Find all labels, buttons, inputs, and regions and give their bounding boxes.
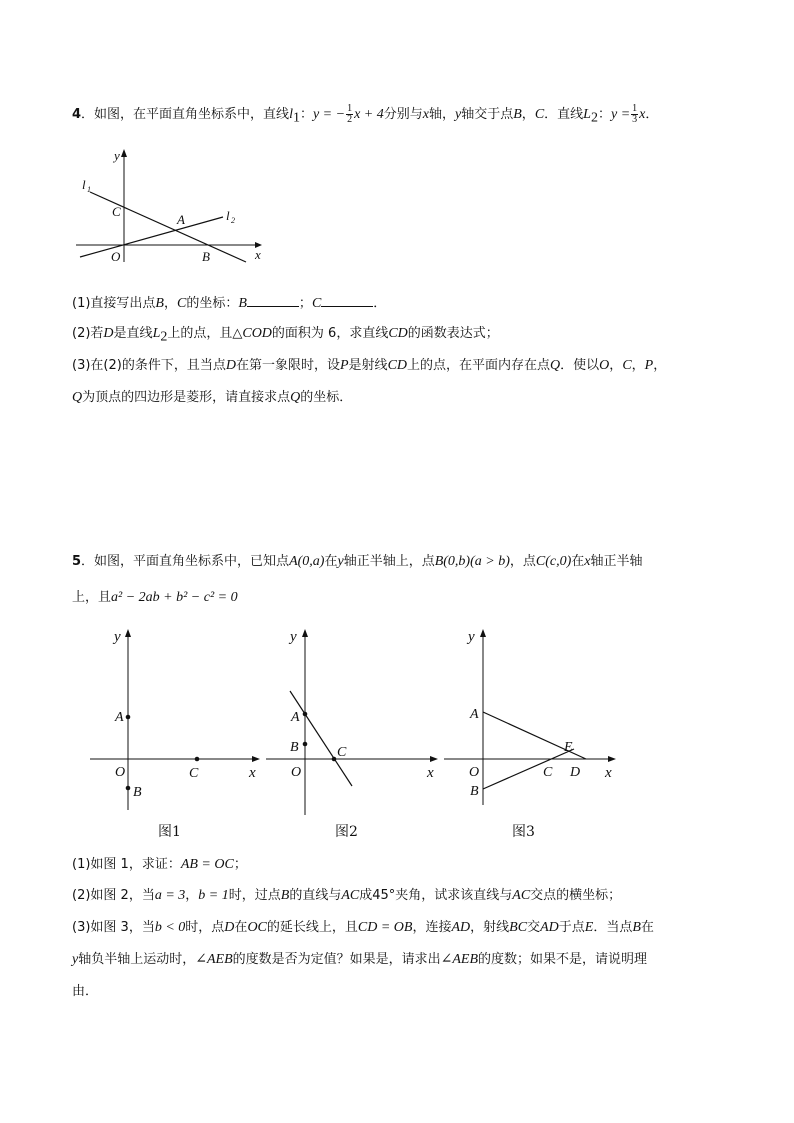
fig3-ray-BC: [483, 749, 574, 789]
q4-frac-third: $\frac{1}{3}$: [632, 103, 638, 125]
q4-part1: (1)直接写出点B，C的坐标：B ；C ．: [72, 293, 386, 314]
fig1-label-B: B: [133, 785, 142, 800]
q5-intro-line2: 上，且a² − 2ab + b² − c² = 0: [72, 590, 238, 605]
q5-part3-line2: y轴负半轴上运动时，∠AEB的度数是否为定值？如果是，请求出∠AEB的度数；如果不是，请说明理: [72, 952, 648, 967]
fig2-y-arrow: [302, 629, 308, 637]
fig3-label-A: A: [470, 707, 479, 722]
q4-label-l1: l: [82, 177, 86, 192]
q4-label-l2-sub: 2: [231, 216, 235, 225]
fig2-point-C: [332, 757, 337, 762]
fig3-label-E: E: [564, 740, 573, 755]
fig1-label-A: A: [115, 710, 124, 725]
fig1-point-C: [195, 757, 200, 762]
q4-label-O: O: [111, 249, 121, 264]
q5-figure-2: [264, 625, 444, 820]
fig2-label-B: B: [290, 740, 299, 755]
q4-label-A: A: [177, 212, 185, 227]
q5-caption-fig2: 图2: [335, 824, 358, 840]
q4-number: 4: [72, 107, 82, 122]
q5-part3-line3: 由．: [72, 984, 99, 999]
q5-figure-3: [442, 625, 622, 810]
q4-part2: (2)若D是直线$L_2$上的点，且△COD的面积为 6，求直线CD的函数表达式；: [72, 326, 499, 345]
q5-caption-fig3: 图3: [512, 824, 535, 840]
fig1-point-A: [126, 715, 131, 720]
q4-part3-line1: (3)在(2)的条件下，且当点D在第一象限时，设P是射线CD上的点，在平面内存在点Q．使以O，C，P，: [72, 358, 667, 373]
fig2-label-x: x: [427, 765, 434, 781]
q4-blank-B[interactable]: [247, 293, 299, 307]
q5-caption-fig1: 图1: [158, 824, 181, 840]
fig1-y-arrow: [125, 629, 131, 637]
q4-figure: [72, 140, 272, 270]
fig1-label-C: C: [189, 766, 199, 781]
q4-frac-half: $\frac{1}{2}$: [347, 103, 353, 125]
fig2-x-arrow: [430, 756, 438, 762]
fig3-label-O: O: [469, 765, 480, 780]
q4-blank-C[interactable]: [321, 293, 373, 307]
fig1-label-O: O: [115, 765, 126, 780]
q5-part2: (2)如图 2，当a = 3，b = 1时，过点B的直线与AC成45°夹角，试求该直线与AC交点的横坐标；: [72, 888, 622, 903]
q4-label-l2: l: [226, 208, 230, 223]
fig2-label-A: A: [291, 710, 300, 725]
fig3-label-D: D: [570, 765, 581, 780]
fig3-label-C: C: [543, 765, 553, 780]
q5-part1: (1)如图 1，求证：AB = OC；: [72, 857, 247, 872]
fig1-label-x: x: [249, 765, 256, 781]
q4-label-l1-sub: 1: [87, 185, 91, 194]
q4-y-arrow: [121, 149, 127, 157]
q5-intro-line1: 5．如图，平面直角坐标系中，已知点A(0,a)在y轴正半轴上，点B(0,b)(a > b)，点C(c,0)在x轴正半轴: [72, 554, 643, 569]
fig3-label-x: x: [605, 765, 612, 781]
q4-label-y: y: [114, 148, 120, 163]
q4-intro: 4．如图，在平面直角坐标系中，直线$l_1$：y = − $\frac{1}{2}$ x + 4分别与x轴，y轴交于点B，C．直线$L_2$：y = $\frac{1}{3}$ x．: [72, 103, 659, 126]
q4-part3-line2: Q为顶点的四边形是菱形，请直接求点Q的坐标．: [72, 390, 353, 405]
fig3-label-y: y: [468, 629, 475, 645]
fig3-y-arrow: [480, 629, 486, 637]
fig2-label-O: O: [291, 765, 302, 780]
fig2-label-C: C: [337, 745, 347, 760]
fig2-point-A: [303, 712, 308, 717]
fig3-x-arrow: [608, 756, 616, 762]
fig2-point-B: [303, 742, 308, 747]
fig1-x-arrow: [252, 756, 260, 762]
fig2-label-y: y: [290, 629, 297, 645]
q4-label-x: x: [255, 247, 261, 262]
q4-label-B: B: [202, 249, 210, 264]
fig3-label-B: B: [470, 784, 479, 799]
q5-number: 5: [72, 554, 82, 569]
fig1-label-y: y: [114, 629, 121, 645]
q4-label-C: C: [112, 204, 121, 219]
fig1-point-B: [126, 786, 131, 791]
q5-figure-1: [86, 625, 266, 810]
q5-part3-line1: (3)如图 3，当b < 0时，点D在OC的延长线上，且CD = OB，连接AD，射线BC交AD于点E．当点B在: [72, 920, 654, 935]
